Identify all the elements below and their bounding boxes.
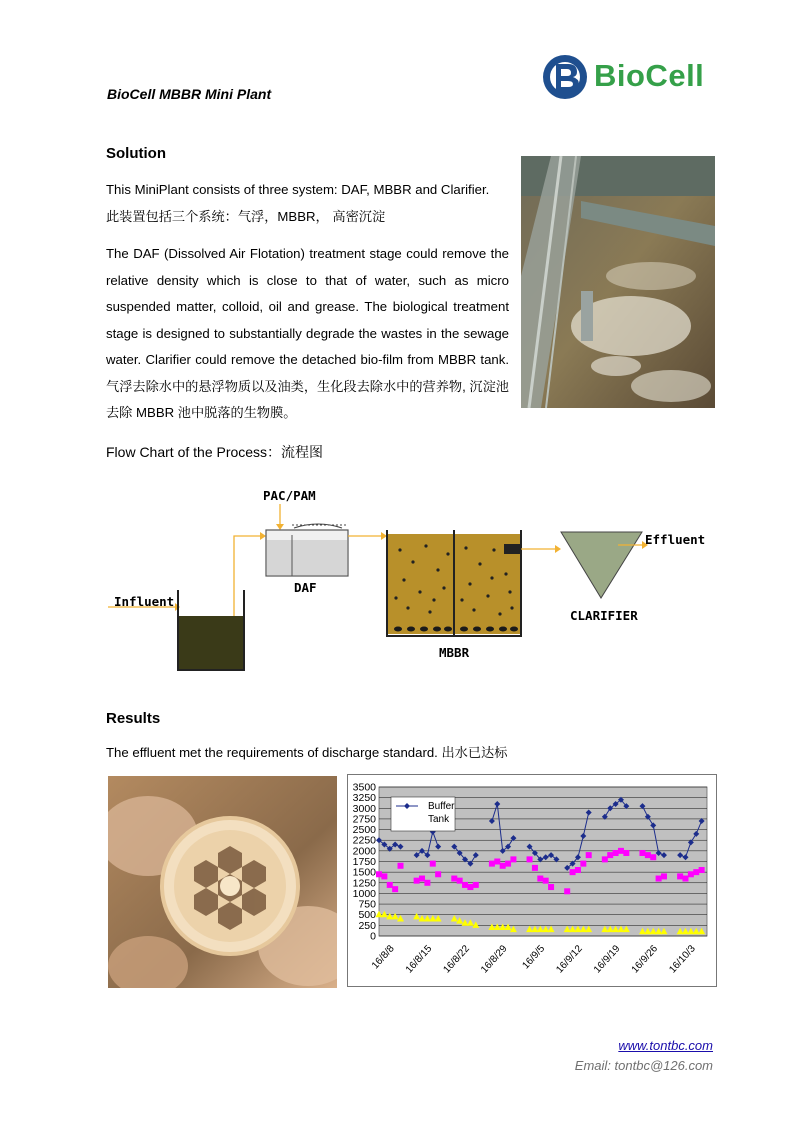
y-tick-label: 1500 xyxy=(352,866,376,879)
data-point xyxy=(580,861,586,867)
x-tick-label: 16/9/5 xyxy=(520,943,548,972)
clarifier-cone xyxy=(561,532,642,598)
data-point xyxy=(376,871,382,877)
data-point xyxy=(419,876,425,882)
process-flow-chart xyxy=(108,480,708,680)
y-tick-label: 1000 xyxy=(352,887,376,900)
data-point xyxy=(430,861,436,867)
solution-heading: Solution xyxy=(106,145,166,162)
data-point xyxy=(467,884,473,890)
x-tick-label: 16/10/3 xyxy=(667,943,698,976)
data-point xyxy=(510,856,516,862)
daf-tank xyxy=(266,524,348,576)
data-point xyxy=(505,861,511,867)
chart-canvas xyxy=(348,775,716,986)
data-point xyxy=(532,865,538,871)
brand-name: BioCell xyxy=(594,58,705,93)
data-point xyxy=(457,878,463,884)
data-point xyxy=(613,850,619,856)
data-point xyxy=(451,876,457,882)
solution-description: The DAF (Dissolved Air Flotation) treatment stage could remove the relative density which is close to that of water, such as micro suspended matter, colloid, oil and grease. The biological treatment stage is designed to substantially degrade the wastes in the sewage water. Clarifier could remove the detached bio-film from MBBR tank. 气浮去除水中的悬浮物质以及油类，生化段去除水中的营养物, 沉淀池去除 MBBR 池中脱落的生物膜。 xyxy=(106,246,509,420)
data-point xyxy=(398,863,404,869)
clarifier-label: CLARIFIER xyxy=(570,608,638,623)
x-tick-label: 16/9/12 xyxy=(554,943,585,976)
data-point xyxy=(414,878,420,884)
email-address: Email: tontbc@126.com xyxy=(574,1058,713,1073)
data-point xyxy=(564,888,570,894)
y-tick-label: 3250 xyxy=(352,792,376,805)
y-tick-label: 2000 xyxy=(352,845,376,858)
data-point xyxy=(656,876,662,882)
biofilm-carrier-photo xyxy=(108,776,337,988)
x-tick-label: 16/8/8 xyxy=(369,943,397,972)
document-title: BioCell MBBR Mini Plant xyxy=(107,86,272,102)
x-tick-label: 16/9/26 xyxy=(629,943,661,976)
y-tick-label: 3500 xyxy=(352,781,376,794)
solution-line1: This MiniPlant consists of three system: DAF, MBBR and Clarifier. xyxy=(106,182,490,197)
data-point xyxy=(661,873,667,879)
data-point xyxy=(527,856,533,862)
data-point xyxy=(489,861,495,867)
y-tick-label: 500 xyxy=(358,909,376,922)
data-point xyxy=(543,878,549,884)
data-point xyxy=(607,852,613,858)
y-tick-label: 1750 xyxy=(352,856,376,868)
x-tick-label: 16/8/29 xyxy=(479,943,510,976)
y-tick-label: 1250 xyxy=(352,877,376,890)
y-tick-label: 2750 xyxy=(352,813,376,826)
data-point xyxy=(473,882,479,888)
flow-heading: Flow Chart of the Process：流程图 xyxy=(106,444,324,460)
daf-label: DAF xyxy=(294,580,317,595)
y-tick-label: 0 xyxy=(370,930,376,943)
data-point xyxy=(537,876,543,882)
data-point xyxy=(435,871,441,877)
data-point xyxy=(645,852,651,858)
plant-tank-photo xyxy=(521,156,715,408)
x-tick-label: 16/8/22 xyxy=(441,943,472,976)
y-tick-label: 2500 xyxy=(352,824,376,837)
y-tick-label: 3000 xyxy=(352,802,376,815)
x-tick-label: 16/8/15 xyxy=(403,943,435,976)
data-point xyxy=(387,882,393,888)
solution-line2: 此装置包括三个系统：气浮，MBBR， 高密沉淀 xyxy=(106,209,386,224)
data-point xyxy=(570,869,576,875)
y-tick-label: 250 xyxy=(358,919,376,932)
data-point xyxy=(623,850,629,856)
data-point xyxy=(639,850,645,856)
data-point xyxy=(693,869,699,875)
legend-label: Tank xyxy=(428,814,450,825)
website-link[interactable]: www.tontbc.com xyxy=(618,1038,713,1053)
influent-label: Influent xyxy=(114,594,175,609)
data-point xyxy=(500,863,506,869)
results-heading: Results xyxy=(106,710,161,727)
results-text: The effluent met the requirements of discharge standard. 出水已达标 xyxy=(106,745,508,760)
y-tick-label: 2250 xyxy=(352,834,376,847)
data-point xyxy=(548,884,554,890)
data-point xyxy=(575,867,581,873)
influent-tank xyxy=(178,616,244,670)
data-point xyxy=(688,871,694,877)
data-point xyxy=(392,886,398,892)
data-point xyxy=(618,848,624,854)
data-point xyxy=(462,882,468,888)
y-tick-label: 750 xyxy=(358,898,376,911)
data-point xyxy=(602,856,608,862)
x-tick-label: 16/9/19 xyxy=(591,943,623,976)
data-point xyxy=(586,852,592,858)
mbbr-label: MBBR xyxy=(439,645,470,660)
effluent-label: Effluent xyxy=(645,532,706,547)
buffer-tank-chart xyxy=(347,774,717,987)
pac-pam-label: PAC/PAM xyxy=(263,488,316,503)
data-point xyxy=(650,854,656,860)
mbbr-tank xyxy=(386,530,522,636)
data-point xyxy=(494,859,500,865)
data-point xyxy=(699,867,705,873)
legend-label: Buffer xyxy=(428,801,455,812)
data-point xyxy=(424,880,430,886)
data-point xyxy=(381,873,387,879)
data-point xyxy=(677,873,683,879)
data-point xyxy=(682,876,688,882)
